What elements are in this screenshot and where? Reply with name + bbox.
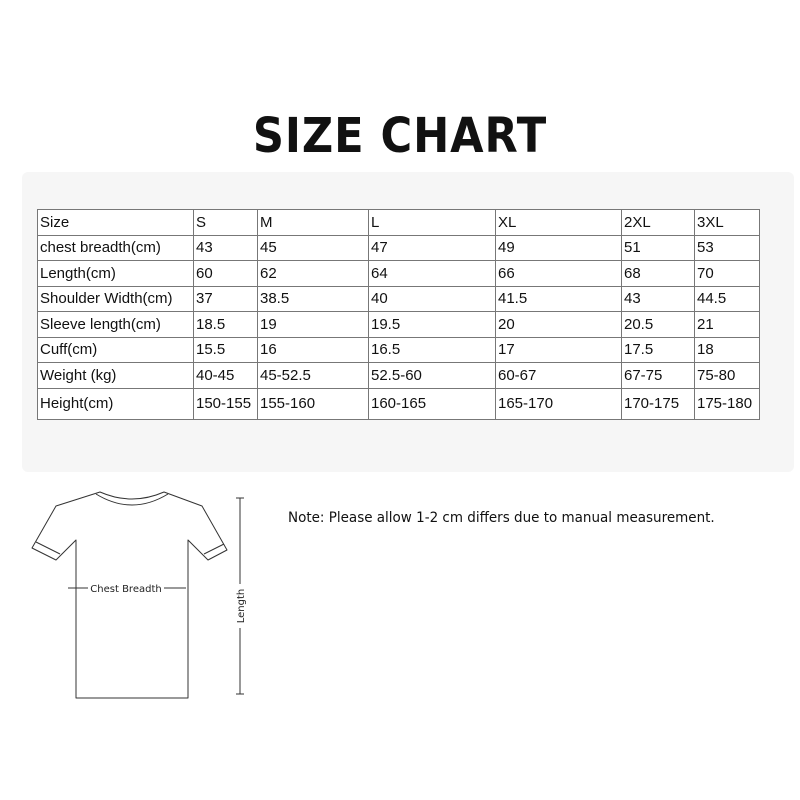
table-cell: 17 bbox=[496, 337, 622, 363]
table-cell: 45 bbox=[258, 235, 369, 261]
table-cell: 47 bbox=[369, 235, 496, 261]
table-cell: 17.5 bbox=[622, 337, 695, 363]
table-row bbox=[38, 363, 760, 389]
table-cell: 21 bbox=[695, 312, 760, 338]
table-cell: 41.5 bbox=[496, 286, 622, 312]
table-cell: 170-175 bbox=[622, 388, 695, 419]
table-cell: 68 bbox=[622, 261, 695, 287]
table-cell: Length(cm) bbox=[38, 261, 194, 287]
page-title: SIZE CHART bbox=[252, 108, 548, 164]
table-cell: Height(cm) bbox=[38, 388, 194, 419]
table-cell: 43 bbox=[622, 286, 695, 312]
table-cell: 51 bbox=[622, 235, 695, 261]
table-cell: 38.5 bbox=[258, 286, 369, 312]
table-cell: 19 bbox=[258, 312, 369, 338]
table-cell: 62 bbox=[258, 261, 369, 287]
table-cell: 16.5 bbox=[369, 337, 496, 363]
chest-breadth-label: Chest Breadth bbox=[90, 584, 162, 595]
table-cell: 20.5 bbox=[622, 312, 695, 338]
tshirt-diagram bbox=[20, 486, 260, 706]
table-row bbox=[38, 235, 760, 261]
table-cell: 165-170 bbox=[496, 388, 622, 419]
table-cell: 3XL bbox=[695, 210, 760, 236]
table-cell: 52.5-60 bbox=[369, 363, 496, 389]
table-cell: 16 bbox=[258, 337, 369, 363]
table-cell: 75-80 bbox=[695, 363, 760, 389]
table-row bbox=[38, 261, 760, 287]
table-cell: 67-75 bbox=[622, 363, 695, 389]
tshirt-outline bbox=[32, 492, 227, 698]
table-cell: S bbox=[194, 210, 258, 236]
table-cell: 43 bbox=[194, 235, 258, 261]
table-cell: Weight (kg) bbox=[38, 363, 194, 389]
table-cell: M bbox=[258, 210, 369, 236]
table-cell: 53 bbox=[695, 235, 760, 261]
table-row bbox=[38, 286, 760, 312]
table-cell: 40-45 bbox=[194, 363, 258, 389]
table-cell: Shoulder Width(cm) bbox=[38, 286, 194, 312]
table-cell: 66 bbox=[496, 261, 622, 287]
table-cell: 150-155 bbox=[194, 388, 258, 419]
right-sleeve-hem bbox=[204, 544, 224, 554]
table-cell: 40 bbox=[369, 286, 496, 312]
table-cell: 2XL bbox=[622, 210, 695, 236]
table-cell: 20 bbox=[496, 312, 622, 338]
table-cell: 37 bbox=[194, 286, 258, 312]
table-row bbox=[38, 388, 760, 419]
length-label: Length bbox=[236, 588, 247, 624]
table-cell: 44.5 bbox=[695, 286, 760, 312]
table-cell: Cuff(cm) bbox=[38, 337, 194, 363]
table-cell: 60-67 bbox=[496, 363, 622, 389]
table-cell: 19.5 bbox=[369, 312, 496, 338]
table-cell: L bbox=[369, 210, 496, 236]
table-cell: XL bbox=[496, 210, 622, 236]
table-row bbox=[38, 337, 760, 363]
table-cell: Size bbox=[38, 210, 194, 236]
table-cell: 175-180 bbox=[695, 388, 760, 419]
table-cell: 15.5 bbox=[194, 337, 258, 363]
table-cell: 18 bbox=[695, 337, 760, 363]
table-cell: 64 bbox=[369, 261, 496, 287]
measurement-note: Note: Please allow 1-2 cm differs due to manual measurement. bbox=[288, 510, 715, 526]
size-table bbox=[37, 209, 760, 420]
table-cell: 70 bbox=[695, 261, 760, 287]
table-cell: 60 bbox=[194, 261, 258, 287]
table-cell: 45-52.5 bbox=[258, 363, 369, 389]
table-cell: chest breadth(cm) bbox=[38, 235, 194, 261]
table-cell: Sleeve length(cm) bbox=[38, 312, 194, 338]
table-cell: 160-165 bbox=[369, 388, 496, 419]
table-row bbox=[38, 210, 760, 236]
table-cell: 155-160 bbox=[258, 388, 369, 419]
table-row bbox=[38, 312, 760, 338]
table-cell: 49 bbox=[496, 235, 622, 261]
table-cell: 18.5 bbox=[194, 312, 258, 338]
